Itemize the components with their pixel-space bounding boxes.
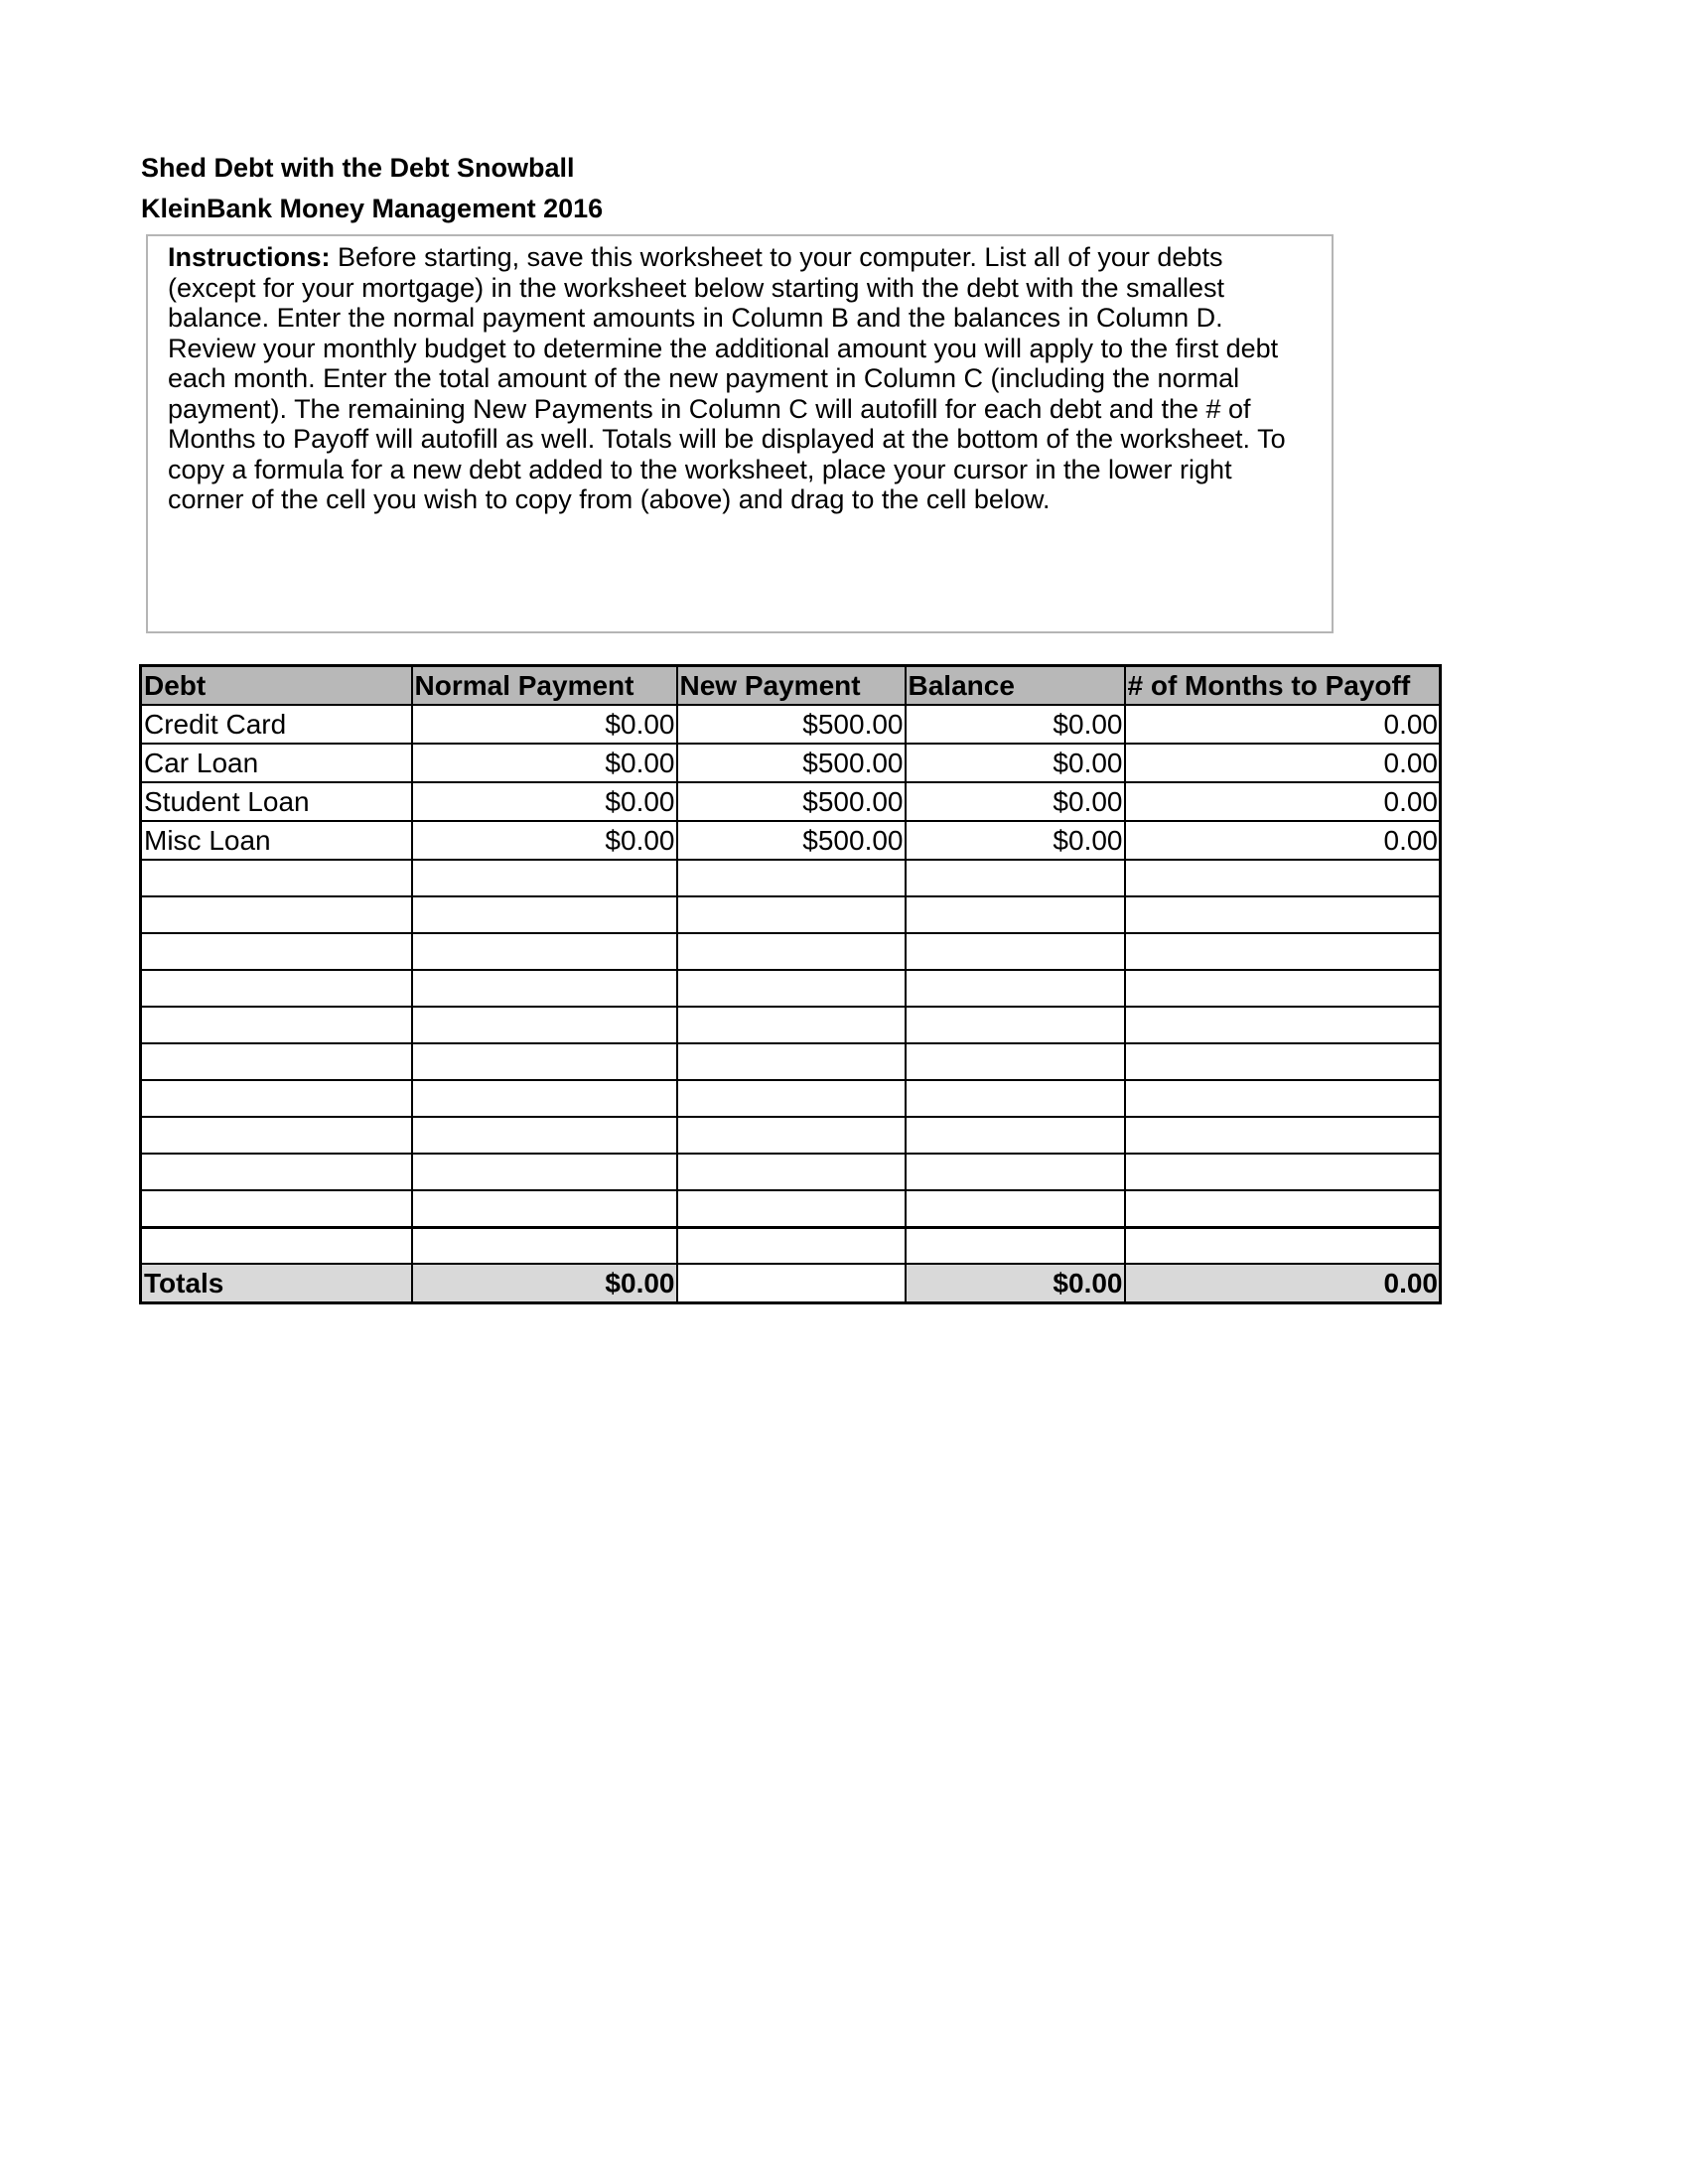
empty-table-row [141, 1007, 1441, 1043]
empty-new-payment-cell[interactable] [677, 1117, 906, 1154]
debt-cell[interactable]: Student Loan [141, 782, 412, 821]
total-months-to-payoff: 0.00 [1125, 1264, 1441, 1303]
totals-row [141, 1264, 1441, 1303]
totals-label: Totals [141, 1264, 412, 1303]
empty-balance-cell[interactable] [906, 1080, 1125, 1117]
normal-payment-cell[interactable]: $0.00 [412, 705, 677, 744]
empty-normal-payment-cell[interactable] [412, 1117, 677, 1154]
empty-balance-cell[interactable] [906, 1227, 1125, 1264]
empty-new-payment-cell[interactable] [677, 1227, 906, 1264]
empty-debt-cell[interactable] [141, 1154, 412, 1190]
empty-new-payment-cell[interactable] [677, 860, 906, 896]
empty-balance-cell[interactable] [906, 1190, 1125, 1227]
balance-cell[interactable]: $0.00 [906, 744, 1125, 782]
empty-new-payment-cell[interactable] [677, 1190, 906, 1227]
debt-cell[interactable]: Car Loan [141, 744, 412, 782]
empty-table-row [141, 970, 1441, 1007]
months-to-payoff-cell[interactable]: 0.00 [1125, 744, 1441, 782]
empty-months-to-payoff-cell[interactable] [1125, 860, 1441, 896]
col-header-months-to-payoff[interactable]: # of Months to Payoff [1125, 666, 1441, 706]
empty-table-row [141, 1043, 1441, 1080]
empty-normal-payment-cell[interactable] [412, 1007, 677, 1043]
empty-table-row [141, 1190, 1441, 1227]
empty-table-row [141, 1080, 1441, 1117]
table-row [141, 821, 1441, 860]
months-to-payoff-cell[interactable]: 0.00 [1125, 705, 1441, 744]
empty-new-payment-cell[interactable] [677, 896, 906, 933]
empty-months-to-payoff-cell[interactable] [1125, 1080, 1441, 1117]
instructions-text: Before starting, save this worksheet to your computer. List all of your debts (except for your mortgage) in the worksheet below starting with the debt with the smallest balance. Enter the normal payment amounts in Column B and the balances in Column D. Review your monthly budget to determine the additional amount you will apply to the first debt each month. Enter the total amount of the new payment in Column C (including the normal payment). The remaining New Payments in Column C will autofill for each debt and the # of Months to Payoff will autofill as well. Totals will be displayed at the bottom of the worksheet. To copy a formula for a new debt added to the worksheet, place your cursor in the lower right corner of the cell you wish to copy from (above) and drag to the cell below. [168, 242, 1286, 514]
balance-cell[interactable]: $0.00 [906, 705, 1125, 744]
new-payment-cell[interactable]: $500.00 [677, 744, 906, 782]
empty-debt-cell[interactable] [141, 1080, 412, 1117]
worksheet-title: Shed Debt with the Debt Snowball [141, 153, 575, 183]
empty-debt-cell[interactable] [141, 896, 412, 933]
col-header-debt[interactable]: Debt [141, 666, 412, 706]
new-payment-cell[interactable]: $500.00 [677, 821, 906, 860]
empty-balance-cell[interactable] [906, 860, 1125, 896]
normal-payment-cell[interactable]: $0.00 [412, 744, 677, 782]
empty-new-payment-cell[interactable] [677, 1007, 906, 1043]
empty-normal-payment-cell[interactable] [412, 1154, 677, 1190]
empty-months-to-payoff-cell[interactable] [1125, 1154, 1441, 1190]
empty-table-row [141, 1117, 1441, 1154]
new-payment-cell[interactable]: $500.00 [677, 705, 906, 744]
balance-cell[interactable]: $0.00 [906, 782, 1125, 821]
worksheet-subtitle: KleinBank Money Management 2016 [141, 194, 604, 223]
empty-table-row [141, 896, 1441, 933]
new-payment-cell[interactable]: $500.00 [677, 782, 906, 821]
empty-balance-cell[interactable] [906, 1007, 1125, 1043]
empty-new-payment-cell[interactable] [677, 933, 906, 970]
empty-debt-cell[interactable] [141, 1117, 412, 1154]
empty-balance-cell[interactable] [906, 970, 1125, 1007]
empty-debt-cell[interactable] [141, 1227, 412, 1264]
empty-debt-cell[interactable] [141, 1007, 412, 1043]
empty-normal-payment-cell[interactable] [412, 1043, 677, 1080]
empty-months-to-payoff-cell[interactable] [1125, 1227, 1441, 1264]
empty-debt-cell[interactable] [141, 860, 412, 896]
instructions-box [146, 234, 1334, 633]
empty-normal-payment-cell[interactable] [412, 970, 677, 1007]
debt-cell[interactable]: Misc Loan [141, 821, 412, 860]
normal-payment-cell[interactable]: $0.00 [412, 782, 677, 821]
col-header-balance[interactable]: Balance [906, 666, 1125, 706]
empty-months-to-payoff-cell[interactable] [1125, 970, 1441, 1007]
empty-months-to-payoff-cell[interactable] [1125, 896, 1441, 933]
empty-months-to-payoff-cell[interactable] [1125, 1007, 1441, 1043]
table-row [141, 744, 1441, 782]
empty-balance-cell[interactable] [906, 933, 1125, 970]
empty-debt-cell[interactable] [141, 970, 412, 1007]
empty-months-to-payoff-cell[interactable] [1125, 933, 1441, 970]
empty-debt-cell[interactable] [141, 933, 412, 970]
months-to-payoff-cell[interactable]: 0.00 [1125, 821, 1441, 860]
empty-balance-cell[interactable] [906, 1117, 1125, 1154]
col-header-normal-payment[interactable]: Normal Payment [412, 666, 677, 706]
empty-debt-cell[interactable] [141, 1190, 412, 1227]
empty-table-row [141, 1227, 1441, 1264]
empty-normal-payment-cell[interactable] [412, 1227, 677, 1264]
total-balance: $0.00 [906, 1264, 1125, 1303]
normal-payment-cell[interactable]: $0.00 [412, 821, 677, 860]
empty-normal-payment-cell[interactable] [412, 933, 677, 970]
empty-new-payment-cell[interactable] [677, 1080, 906, 1117]
empty-balance-cell[interactable] [906, 1043, 1125, 1080]
empty-table-row [141, 933, 1441, 970]
empty-months-to-payoff-cell[interactable] [1125, 1043, 1441, 1080]
table-row [141, 705, 1441, 744]
debt-table [139, 664, 1442, 1304]
balance-cell[interactable]: $0.00 [906, 821, 1125, 860]
empty-balance-cell[interactable] [906, 1154, 1125, 1190]
empty-months-to-payoff-cell[interactable] [1125, 1117, 1441, 1154]
empty-table-row [141, 1154, 1441, 1190]
empty-normal-payment-cell[interactable] [412, 896, 677, 933]
empty-new-payment-cell[interactable] [677, 970, 906, 1007]
debt-cell[interactable]: Credit Card [141, 705, 412, 744]
total-normal-payment: $0.00 [412, 1264, 677, 1303]
empty-normal-payment-cell[interactable] [412, 860, 677, 896]
months-to-payoff-cell[interactable]: 0.00 [1125, 782, 1441, 821]
empty-balance-cell[interactable] [906, 896, 1125, 933]
table-header-row [141, 666, 1441, 706]
col-header-new-payment[interactable]: New Payment [677, 666, 906, 706]
instructions-label: Instructions: [168, 242, 331, 272]
total-new-payment [677, 1264, 906, 1303]
empty-debt-cell[interactable] [141, 1043, 412, 1080]
empty-new-payment-cell[interactable] [677, 1154, 906, 1190]
empty-normal-payment-cell[interactable] [412, 1080, 677, 1117]
empty-table-row [141, 860, 1441, 896]
empty-months-to-payoff-cell[interactable] [1125, 1190, 1441, 1227]
empty-new-payment-cell[interactable] [677, 1043, 906, 1080]
table-row [141, 782, 1441, 821]
empty-normal-payment-cell[interactable] [412, 1190, 677, 1227]
